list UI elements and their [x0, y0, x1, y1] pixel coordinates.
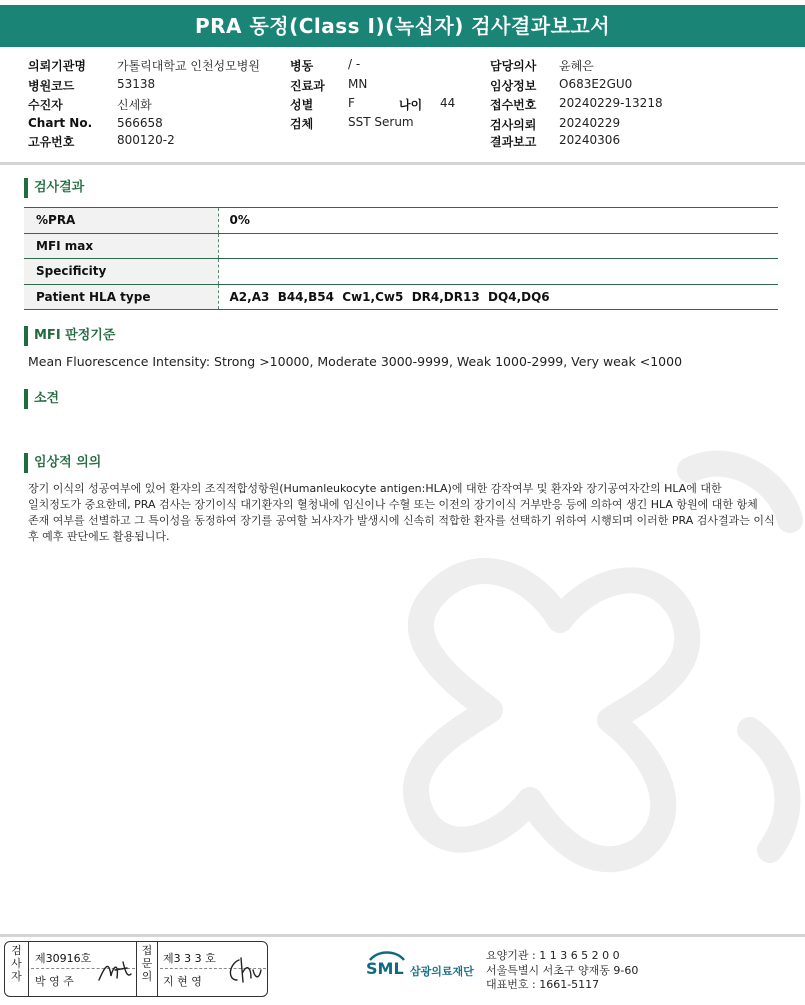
table-row — [24, 233, 778, 259]
unique-no-label: 고유번호 — [28, 135, 75, 149]
logo-org-name: 삼광의료재단 — [410, 965, 474, 978]
org-address: 서울특별시 서초구 양재동 9-60 — [486, 963, 639, 977]
result-value-specificity — [218, 259, 778, 285]
examiner-vertical-label: 검 사 자 — [5, 942, 29, 996]
org-code: 요양기관 : 1 1 3 6 5 2 0 0 — [486, 949, 620, 962]
result-label-pra: %PRA — [24, 208, 218, 234]
department-label: 진료과 — [290, 79, 325, 93]
confirmer-name: 지 현 영 — [163, 975, 202, 988]
ward-label: 병동 — [290, 59, 314, 73]
confirmer-signature — [225, 954, 263, 986]
patient-info — [28, 55, 788, 151]
unique-no-value: 800120-2 — [117, 133, 175, 147]
organization-info — [486, 949, 638, 993]
hospital-code-label: 병원코드 — [28, 79, 75, 93]
department-value: MN — [348, 77, 368, 91]
institution-value: 가톨릭대학교 인천성모병원 — [117, 59, 260, 73]
section-findings-title: 소견 — [24, 389, 59, 409]
request-date-label: 검사의뢰 — [490, 118, 537, 132]
patient-label: 수진자 — [28, 98, 63, 112]
chart-no-value: 566658 — [117, 116, 163, 130]
examiner-signature — [97, 956, 133, 986]
chart-no-label: Chart No. — [28, 116, 93, 130]
examiner-name: 박 영 주 — [35, 975, 74, 988]
result-value-hla-type: A2,A3 B44,B54 Cw1,Cw5 DR4,DR13 DQ4,DQ6 — [218, 284, 778, 310]
clinical-line: 일치정도가 중요한데, PRA 검사는 장기이식 대기환자의 혈청내에 임신이나 수혈 또는 이전의 장기이식 거부반응 등에 의하여 생긴 HLA 항원에 대한 항체 — [28, 498, 758, 511]
confirmer-license-no: 제3 3 3 호 — [163, 952, 216, 965]
result-value-mfi-max — [218, 233, 778, 259]
specimen-value: SST Serum — [348, 115, 414, 129]
doctor-label: 담당의사 — [490, 59, 537, 73]
doctor-value: 윤혜은 — [559, 59, 594, 73]
examiner-license-no: 제30916호 — [35, 952, 92, 965]
report-title: PRA 동정(Class I)(녹십자) 검사결과보고서 — [0, 5, 805, 47]
age-label: 나이 — [399, 98, 423, 112]
hospital-code-value: 53138 — [117, 77, 156, 91]
results-table — [24, 207, 778, 310]
patient-value: 신세화 — [117, 98, 152, 112]
table-row — [24, 284, 778, 310]
sml-logo — [366, 949, 481, 985]
signature-stamp — [4, 941, 268, 997]
logo-text: SML — [366, 959, 404, 978]
report-date-label: 결과보고 — [490, 135, 537, 149]
age-value: 44 — [440, 96, 456, 110]
table-row — [24, 259, 778, 285]
sex-label: 성별 — [290, 98, 314, 112]
clinical-info-label: 임상정보 — [490, 79, 537, 93]
confirmer-vertical-label: 접 문 의 — [136, 942, 158, 996]
receipt-no-value: 20240229-13218 — [559, 96, 663, 110]
sex-value: F — [348, 96, 355, 110]
table-row — [24, 208, 778, 234]
footer-divider — [0, 934, 805, 937]
ward-value: / - — [348, 57, 361, 71]
clinical-line: 장기 이식의 성공여부에 있어 환자의 조직적합성항원(Humanleukocyte antigen:HLA)에 대한 감작여부 및 환자와 장기공여자간의 HLA에 대한 — [28, 482, 722, 495]
report-date-value: 20240306 — [559, 133, 621, 147]
institution-label: 의뢰기관명 — [28, 59, 86, 73]
request-date-value: 20240229 — [559, 116, 621, 130]
receipt-no-label: 접수번호 — [490, 98, 537, 112]
result-label-specificity: Specificity — [24, 259, 218, 285]
result-label-hla-type: Patient HLA type — [24, 284, 218, 310]
clinical-text — [28, 481, 778, 545]
section-results-title: 검사결과 — [24, 178, 84, 198]
section-clinical-title: 임상적 의의 — [24, 453, 101, 473]
org-phone: 대표번호 : 1661-5117 — [486, 978, 600, 991]
clinical-info-value: O683E2GU0 — [559, 77, 633, 91]
result-value-pra: 0% — [218, 208, 778, 234]
clinical-line: 후 예후 판단에도 활용됩니다. — [28, 530, 170, 543]
clinical-line: 존재 여부를 선별하고 그 특이성을 동정하여 장기를 공여할 뇌사자가 발생시에 신속히 적합한 환자를 선택하기 위하여 시행되며 이러한 PRA 검사결과는 이식 — [28, 514, 775, 527]
header-divider — [0, 162, 805, 165]
section-mfi-title: MFI 판정기준 — [24, 326, 115, 346]
mfi-criteria-text: Mean Fluorescence Intensity: Strong >10000, Moderate 3000-9999, Weak 1000-2999, Very weak <1000 — [28, 354, 683, 369]
specimen-label: 검체 — [290, 117, 314, 131]
result-label-mfi-max: MFI max — [24, 233, 218, 259]
